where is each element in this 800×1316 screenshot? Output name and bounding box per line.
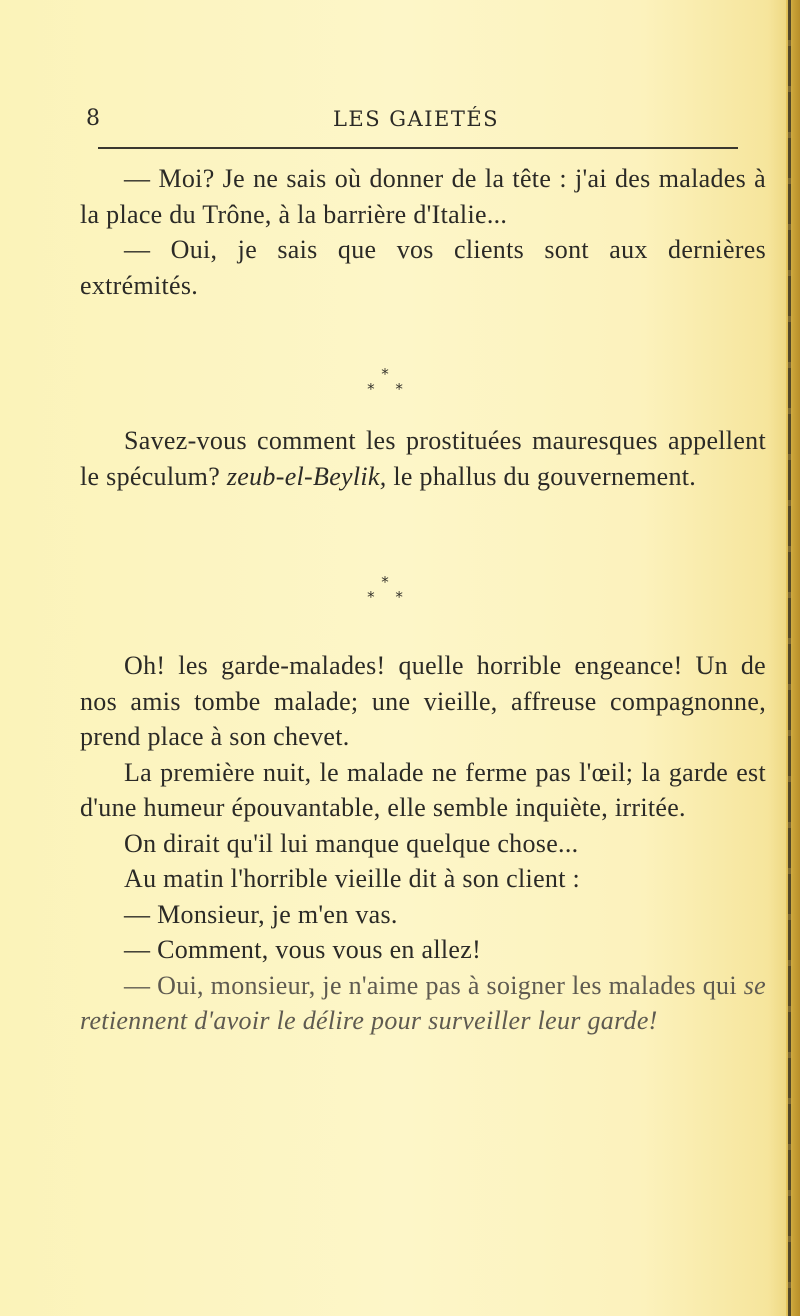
header-rule: [98, 147, 738, 149]
asterism-bottom: * *: [367, 588, 411, 606]
paragraph: — Comment, vous vous en allez!: [124, 935, 482, 964]
paragraph: — Moi? Je ne sais où donner de la tête : j'ai des malades à la place du Trône, à la barrière d'Italie...: [80, 164, 766, 229]
page-number: 8: [86, 106, 100, 131]
paragraph-text: — Oui, monsieur, je n'aime pas à soigner les malades qui: [124, 970, 737, 1000]
running-title: LES GAIETÉS: [332, 107, 500, 131]
asterism-1: [350, 367, 420, 397]
text-block-2: [80, 423, 766, 494]
paragraph: [80, 423, 766, 494]
paragraph: Au matin l'horrible vieille dit à son client :: [124, 864, 581, 893]
paragraph: — Oui, je sais que vos clients sont aux dernières extrémités.: [80, 235, 766, 300]
paragraph: — Monsieur, je m'en vas.: [124, 899, 398, 929]
paragraph: On dirait qu'il lui manque quelque chose...: [124, 828, 579, 858]
page-edge: [786, 0, 800, 1316]
asterism-2: [350, 575, 420, 605]
asterism-bottom: * *: [367, 380, 411, 398]
paragraph: [80, 968, 766, 1039]
paragraph: Oh! les garde-malades! quelle horrible engeance! Un de nos amis tombe malade; une vieille, affreuse compagnonne, prend place à son chevet.: [80, 651, 766, 751]
paragraph-text: Savez-vous comment les prostituées mauresques appellent le spéculum?: [80, 426, 766, 491]
paragraph-text: le phallus du gouvernement.: [393, 461, 697, 491]
italic-phrase: se retiennent d'avoir le délire pour surveiller leur garde!: [80, 970, 766, 1035]
page-header: [86, 104, 746, 138]
text-block-3: [80, 648, 766, 1039]
paragraph: La première nuit, le malade ne ferme pas l'œil; la garde est d'une humeur épouvantable, elle semble inquiète, irritée.: [80, 757, 766, 822]
text-block-1: [80, 161, 766, 303]
asterism-top: *: [381, 573, 389, 591]
asterism-top: *: [381, 365, 389, 383]
italic-term: zeub-el-Beylik,: [226, 461, 387, 491]
